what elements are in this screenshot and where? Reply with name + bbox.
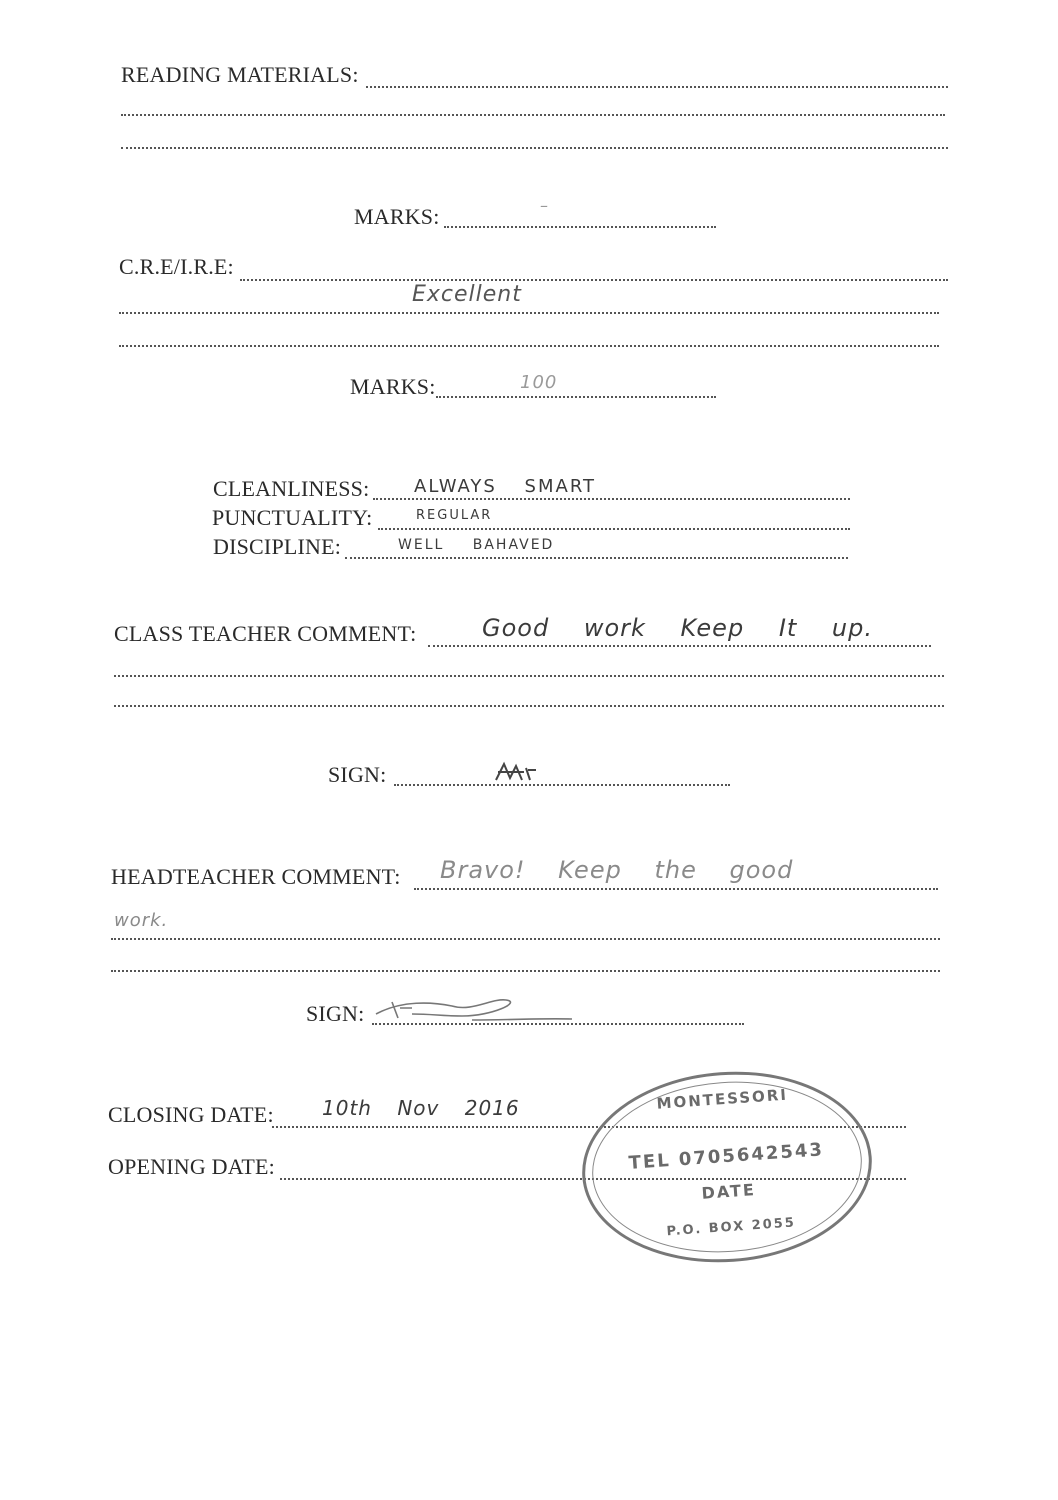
punctuality-label: PUNCTUALITY:	[212, 505, 373, 530]
closing-date-label: CLOSING DATE:	[108, 1102, 274, 1127]
reading-materials-label: READING MATERIALS:	[121, 62, 359, 87]
headteacher-line-2	[111, 938, 940, 940]
punctuality-value: REGULAR	[416, 508, 493, 523]
cre-line-1	[240, 279, 948, 281]
cleanliness-line	[373, 498, 850, 500]
cre-line-2	[119, 312, 939, 314]
class-teacher-sign-line	[394, 784, 730, 786]
cre-marks-label: MARKS:	[350, 374, 436, 399]
stamp-date-text: DATE	[700, 1180, 757, 1203]
headteacher-signature	[372, 992, 582, 1024]
headteacher-line-3	[111, 970, 940, 972]
class-teacher-comment-label: CLASS TEACHER COMMENT:	[114, 621, 417, 646]
reading-line-1	[366, 86, 948, 88]
stamp-tel-text: TEL 0705642543	[627, 1139, 825, 1174]
headteacher-sign-label: SIGN:	[306, 1001, 365, 1026]
headteacher-comment-label: HEADTEACHER COMMENT:	[111, 864, 401, 889]
cre-comment: Excellent	[412, 282, 522, 307]
closing-date-value: 10th Nov 2016	[322, 1096, 520, 1120]
opening-date-label: OPENING DATE:	[108, 1154, 275, 1179]
punctuality-line	[378, 528, 850, 530]
reading-marks-label: MARKS:	[354, 204, 440, 229]
cleanliness-label: CLEANLINESS:	[213, 476, 370, 501]
school-stamp	[576, 1062, 879, 1272]
cre-marks-value: 100	[520, 372, 558, 393]
class-teacher-sign-label: SIGN:	[328, 762, 387, 787]
reading-marks-line	[444, 226, 716, 228]
headteacher-line-1	[414, 888, 938, 890]
headteacher-comment-line2: work.	[114, 910, 169, 931]
discipline-value: WELL BAHAVED	[398, 537, 555, 553]
headteacher-comment-line1: Bravo! Keep the good	[440, 856, 794, 884]
class-teacher-line-2	[114, 675, 944, 677]
stamp-box-text: P.O. BOX 2055	[666, 1215, 797, 1240]
discipline-label: DISCIPLINE:	[213, 534, 342, 559]
reading-marks-value: –	[540, 196, 549, 215]
reading-line-3	[121, 147, 948, 149]
cre-line-3	[119, 345, 939, 347]
class-teacher-comment: Good work Keep It up.	[482, 614, 874, 642]
cre-label: C.R.E/I.R.E:	[119, 254, 234, 279]
reading-line-2	[121, 114, 945, 116]
class-teacher-signature	[494, 760, 538, 784]
class-teacher-line-3	[114, 705, 944, 707]
cleanliness-value: ALWAYS SMART	[414, 476, 597, 497]
class-teacher-line-1	[428, 645, 931, 647]
stamp-top-text: MONTESSORI	[656, 1085, 789, 1113]
discipline-line	[345, 557, 848, 559]
cre-marks-line	[436, 396, 716, 398]
